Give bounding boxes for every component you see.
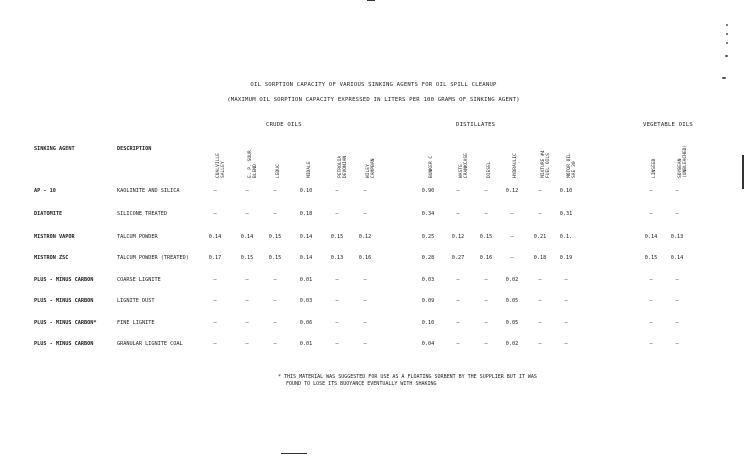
sorption-value-cell: — [335,211,339,217]
scan-speck [726,42,728,44]
sorption-value-cell: — [649,341,653,347]
description-cell: LIGNITE DUST [117,298,155,304]
sorption-value-cell: 0.05 [505,320,519,326]
column-header-oil: MIXTURE #4 FUEL OILS [541,150,552,178]
sorption-value-cell: 0.18 [299,211,313,217]
scan-speck [726,24,728,26]
sorption-value-cell: — [273,298,277,304]
sorption-value-cell: — [245,277,249,283]
sorption-value-cell: 0.25 [421,234,435,240]
sorption-value-cell: — [649,188,653,194]
column-header-oil: DIESEL [487,161,492,178]
sorption-value-cell: 0.06 [299,320,313,326]
sorption-value-cell: — [245,320,249,326]
column-header-oil: E. P. SOUR BLEND [248,150,259,178]
column-header-description: DESCRIPTION [117,146,152,152]
footnote-line-2: FOUND TO LOSE ITS BUOYANCE EVENTUALLY WITH SHAKING [286,381,437,387]
sorption-value-cell: — [484,320,488,326]
sorption-value-cell: — [245,211,249,217]
sorption-value-cell: 0.10 [299,188,313,194]
sorption-value-cell: — [213,211,217,217]
sinking-agent-cell: MISTRON ZSC [34,255,69,261]
sinking-agent-cell: PLUS - MINUS CARBON [34,341,94,347]
column-header-oil: MOTOR OIL SAE 30 [567,153,578,178]
sorption-value-cell: — [675,320,679,326]
sorption-value-cell: 0.15 [479,234,493,240]
group-distillates: DISTILLATES [456,122,496,128]
scan-speck [722,77,726,79]
sorption-value-cell: 0.15 [268,255,282,261]
sorption-value-cell: — [675,298,679,304]
column-header-oil: WASTE CRANKCASE [459,153,470,178]
sorption-value-cell: — [456,277,460,283]
sorption-value-cell: 0.12 [358,234,372,240]
description-cell: COARSE LIGNITE [117,277,161,283]
sorption-value-cell: — [649,320,653,326]
group-vegetable-oils: VEGETABLE OILS [643,122,693,128]
scan-speck [726,33,728,35]
column-header-oil: LINSEED [652,158,657,178]
sorption-value-cell: — [538,298,542,304]
sorption-value-cell: — [213,320,217,326]
sorption-value-cell: 0.17 [208,255,222,261]
sorption-value-cell: — [335,277,339,283]
sorption-value-cell: 0.10 [421,320,435,326]
sorption-value-cell: — [510,211,514,217]
sorption-value-cell: 0.14 [208,234,222,240]
sorption-value-cell: — [484,341,488,347]
sorption-value-cell: 0.19 [559,255,573,261]
column-header-oil: BUNKER C [429,155,434,178]
column-header-agent: SINKING AGENT [34,146,75,152]
sorption-value-cell: — [213,341,217,347]
scan-top-mark [367,0,375,1]
sorption-value-cell: — [456,341,460,347]
sorption-value-cell: 0.03 [299,298,313,304]
sorption-value-cell: 0.15 [268,234,282,240]
scan-speck [725,55,728,57]
sorption-value-cell: 0.01 [299,341,313,347]
sorption-value-cell: — [213,188,217,194]
description-cell: GRANULAR LIGNITE COAL [117,341,183,347]
sorption-value-cell: — [273,277,277,283]
sorption-value-cell: 0.02 [505,277,519,283]
sorption-value-cell: 0.15 [240,255,254,261]
table-title: OIL SORPTION CAPACITY OF VARIOUS SINKING AGENTS FOR OIL SPILL CLEANUP [250,82,497,88]
column-header-oil: HYDRAULIC [513,153,518,178]
sorption-value-cell: — [510,255,514,261]
sorption-value-cell: — [335,341,339,347]
sorption-value-cell: 0.1. [559,234,573,240]
sorption-value-cell: — [245,188,249,194]
sorption-value-cell: 0.14 [670,255,684,261]
sorption-value-cell: 0.14 [299,234,313,240]
sorption-value-cell: — [484,188,488,194]
sorption-value-cell: 0.14 [299,255,313,261]
sorption-value-cell: 0.18 [533,255,547,261]
sorption-value-cell: — [245,341,249,347]
sorption-value-cell: — [564,320,568,326]
sorption-value-cell: — [675,341,679,347]
sorption-value-cell: 0.09 [421,298,435,304]
sorption-value-cell: — [363,188,367,194]
sorption-value-cell: — [273,188,277,194]
sorption-value-cell: — [484,211,488,217]
sorption-value-cell: 0.03 [421,277,435,283]
sorption-value-cell: — [273,341,277,347]
sorption-value-cell: — [363,298,367,304]
sorption-value-cell: 0.13 [330,255,344,261]
sorption-value-cell: — [456,211,460,217]
sorption-value-cell: 0.21 [533,234,547,240]
sorption-value-cell: — [456,188,460,194]
sorption-value-cell: — [649,211,653,217]
sorption-value-cell: — [538,341,542,347]
sorption-value-cell: — [675,211,679,217]
column-header-oil: WILEY CAMPBAN [366,158,377,178]
sorption-value-cell: — [213,277,217,283]
sorption-value-cell: 0.13 [670,234,684,240]
sorption-value-cell: — [538,211,542,217]
sorption-value-cell: 0.16 [479,255,493,261]
sorption-value-cell: — [213,298,217,304]
sorption-value-cell: 0.15 [644,255,658,261]
sorption-value-cell: 0.12 [451,234,465,240]
sorption-value-cell: — [649,298,653,304]
sorption-value-cell: 0.15 [330,234,344,240]
column-header-oil: LEDUC [276,164,281,178]
column-header-oil: PETROLIA DEVONIAN [338,155,349,178]
sorption-value-cell: — [675,188,679,194]
sorption-value-cell: — [649,277,653,283]
sorption-value-cell: — [245,298,249,304]
sorption-value-cell: — [564,298,568,304]
sorption-value-cell: 0.16 [358,255,372,261]
sorption-value-cell: 0.02 [505,341,519,347]
sinking-agent-cell: AP - 10 [34,188,56,194]
description-cell: KAOLINITE AND SILICA [117,188,180,194]
sorption-value-cell: — [564,341,568,347]
column-header-oil: MIDALE [307,161,312,178]
sinking-agent-cell: PLUS - MINUS CARBON [34,298,94,304]
sorption-value-cell: 0.12 [505,188,519,194]
sorption-value-cell: 0.10 [559,188,573,194]
description-cell: SILICONE TREATED [117,211,167,217]
sorption-value-cell: 0.04 [421,341,435,347]
sorption-value-cell: — [273,211,277,217]
sorption-value-cell: — [484,277,488,283]
sinking-agent-cell: PLUS - MINUS CARBON [34,277,94,283]
column-header-oil: SOYBEAN (UNBLEACHED) [678,144,689,178]
description-cell: TALCUM POWDER (TREATED) [117,255,189,261]
sorption-value-cell: — [456,320,460,326]
sorption-value-cell: — [456,298,460,304]
sorption-value-cell: — [538,277,542,283]
sinking-agent-cell: MISTRON VAPOR [34,234,75,240]
sorption-value-cell: 0.27 [451,255,465,261]
sorption-value-cell: 0.05 [505,298,519,304]
sorption-value-cell: 0.90 [421,188,435,194]
description-cell: FINE LIGNITE [117,320,155,326]
sorption-value-cell: — [363,277,367,283]
sorption-value-cell: 0.14 [240,234,254,240]
sorption-value-cell: 0.28 [421,255,435,261]
sinking-agent-cell: DIATOMITE [34,211,63,217]
sorption-value-cell: — [335,298,339,304]
sorption-value-cell: — [484,298,488,304]
sorption-value-cell: — [363,320,367,326]
sorption-value-cell: — [538,188,542,194]
group-crude-oils: CRUDE OILS [266,122,302,128]
sorption-value-cell: 0.14 [644,234,658,240]
sorption-value-cell: 0.31 [559,211,573,217]
sorption-value-cell: — [363,341,367,347]
sorption-value-cell: — [335,188,339,194]
sorption-value-cell: — [538,320,542,326]
sorption-value-cell: — [564,277,568,283]
footnote-line-1: * THIS MATERIAL WAS SUGGESTED FOR USE AS A FLOATING SORBENT BY THE SUPPLIER BUT IT WAS [278,374,537,380]
description-cell: TALCUM POWDER [117,234,158,240]
table-subtitle: (MAXIMUM OIL SORPTION CAPACITY EXPRESSED IN LITERS PER 100 GRAMS OF SINKING AGENT) [227,97,520,103]
sorption-value-cell: 0.01 [299,277,313,283]
sinking-agent-cell: PLUS - MINUS CARBON* [34,320,97,326]
sorption-value-cell: 0.34 [421,211,435,217]
sorption-value-cell: — [273,320,277,326]
sorption-value-cell: — [363,211,367,217]
sorption-value-cell: — [675,277,679,283]
sorption-value-cell: — [335,320,339,326]
scan-edge-line [742,155,744,189]
column-header-oil: COALVILLE SALLEY [216,153,227,178]
sorption-value-cell: — [510,234,514,240]
scan-bottom-mark [281,453,307,454]
